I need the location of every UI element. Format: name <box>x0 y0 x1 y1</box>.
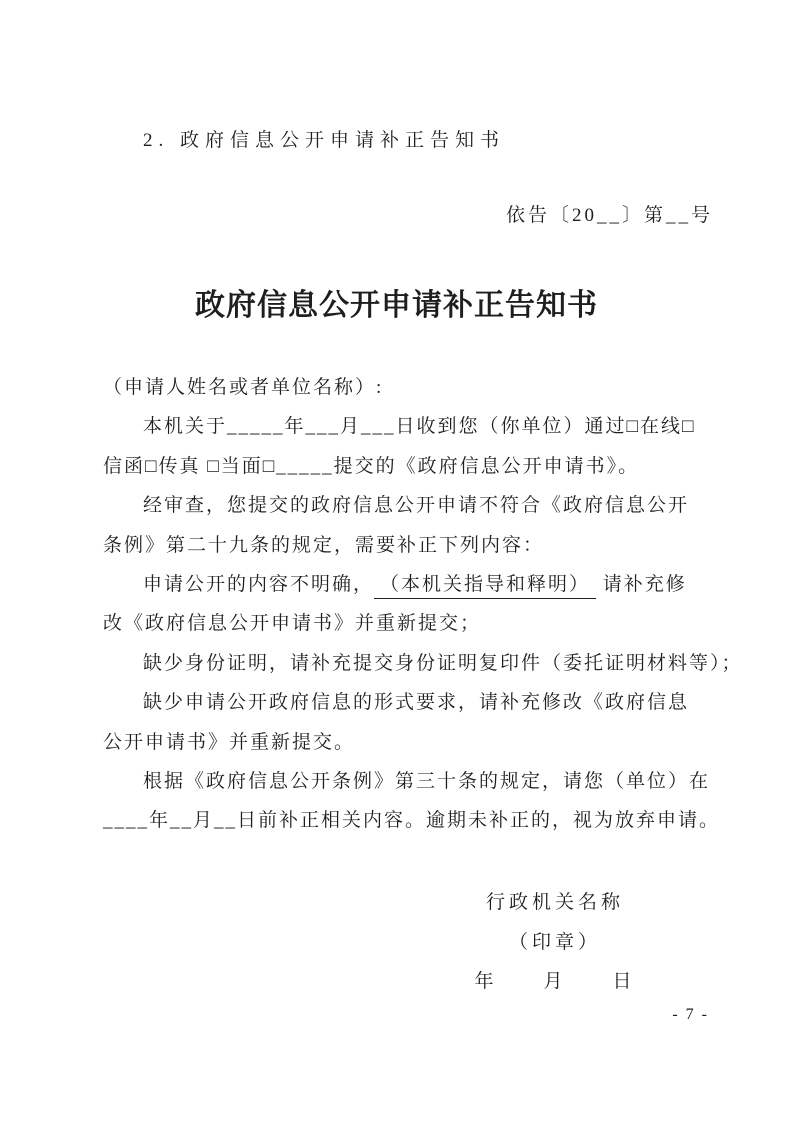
fill-in-underlined-text: （本机关指导和释明） <box>374 571 596 599</box>
body-text: 条例》第二十九条的规定，需要补正下列内容： <box>103 534 545 556</box>
body-line <box>103 683 693 722</box>
page-number: - 7 - <box>672 1006 709 1023</box>
body-text: 信函□传真 □当面□_____提交的《政府信息公开申请书》。 <box>103 455 640 477</box>
body-text: 改《政府信息公开申请书》并重新提交； <box>103 613 482 635</box>
body-line <box>103 644 743 683</box>
body-line <box>103 604 693 643</box>
body-text: 根据《政府信息公开条例》第三十条的规定，请您（单位）在 <box>143 770 711 792</box>
document-body <box>103 368 743 841</box>
body-text: （申请人姓名或者单位名称）: <box>103 377 384 398</box>
body-text: 公开申请书》并重新提交。 <box>103 731 356 753</box>
body-line <box>103 368 693 407</box>
body-text: 本机关于_____年___月___日收到您（你单位）通过□在线□ <box>143 416 696 438</box>
body-text: ____年__月__日前补正相关内容。逾期未补正的，视为放弃申请。 <box>103 810 721 832</box>
body-line <box>103 723 693 762</box>
body-text: 经审查，您提交的政府信息公开申请不符合《政府信息公开 <box>143 495 690 517</box>
body-text: 缺少申请公开政府信息的形式要求，请补充修改《政府信息 <box>143 692 690 714</box>
body-line <box>103 407 696 446</box>
document-number: 依告〔20__〕第__号 <box>505 205 713 226</box>
signature-date: 年 月 日 <box>474 971 636 992</box>
body-line <box>103 486 693 525</box>
seal-placeholder: （印章） <box>508 931 601 953</box>
body-line <box>103 801 721 840</box>
body-line <box>103 447 693 486</box>
agency-name: 行政机关名称 <box>485 892 624 913</box>
body-line <box>103 526 693 565</box>
body-text: 缺少身份证明，请补充提交身份证明复印件（委托证明材料等）； <box>143 652 743 674</box>
list-item-heading: 2. 政府信息公开申请补正告知书 <box>143 130 506 151</box>
body-text: 申请公开的内容不明确， <box>143 573 375 595</box>
body-line <box>103 565 693 604</box>
body-text: 请补充修 <box>596 573 687 595</box>
page-title: 政府信息公开申请补正告知书 <box>195 289 598 322</box>
body-line <box>103 762 711 801</box>
signature-block <box>415 883 695 1002</box>
